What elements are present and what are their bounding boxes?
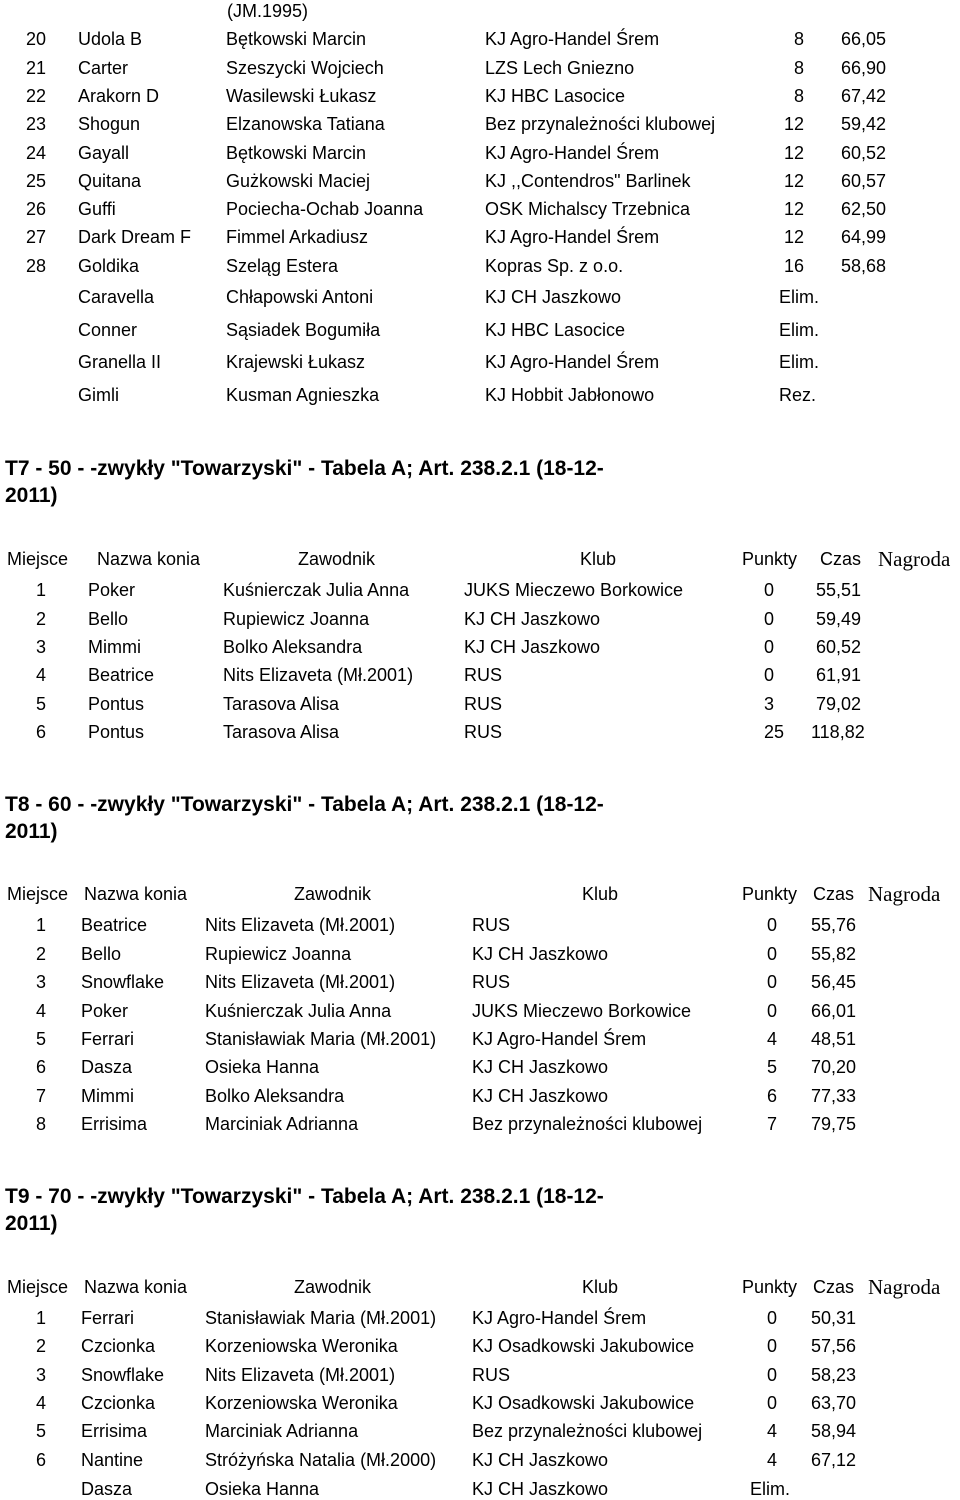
header-horse: Nazwa konia [84,884,188,904]
club-cell: KJ Agro-Handel Śrem [485,29,660,49]
place-cell: 28 [25,256,46,276]
horse-cell: Gimli [78,385,119,405]
rider-cell: Rupiewicz Joanna [223,609,370,629]
club-cell: JUKS Mieczewo Borkowice [472,1001,692,1021]
club-cell: KJ CH Jaszkowo [472,944,609,964]
place-cell: 2 [36,944,47,964]
place-cell: 6 [36,722,47,742]
time-cell: 58,94 [811,1421,857,1441]
rider-cell: Stanisławiak Maria (Mł.2001) [205,1308,437,1328]
horse-cell: Udola B [78,29,143,49]
horse-cell: Dasza [81,1479,133,1499]
club-cell: KJ HBC Lasocice [485,86,626,106]
section-title-cont: 2011) [5,484,58,507]
rider-cell: Gużkowski Maciej [226,171,371,191]
horse-cell: Arakorn D [78,86,160,106]
place-cell: 5 [36,1421,47,1441]
club-cell: KJ HBC Lasocice [485,320,626,340]
rider-cell: Kuśnierczak Julia Anna [205,1001,392,1021]
points-cell: 0 [764,637,775,657]
section-title: T9 - 70 - -zwykły "Towarzyski" - Tabela A; Art. 238.2.1 (18-12- [5,1185,604,1208]
rider-cell: Pociecha-Ochab Joanna [226,199,424,219]
rider-cell: Osieka Hanna [205,1057,320,1077]
time-cell: 61,91 [816,665,862,685]
place-cell: 4 [36,1393,47,1413]
time-cell: 60,57 [840,171,886,191]
points-cell: 3 [764,694,775,714]
place-cell: 6 [36,1450,47,1470]
time-cell: 55,51 [816,580,862,600]
horse-cell: Poker [88,580,136,600]
header-club: Klub [582,884,619,904]
section-title: T8 - 60 - -zwykły "Towarzyski" - Tabela A; Art. 238.2.1 (18-12- [5,793,604,816]
horse-cell: Snowflake [81,972,165,992]
header-prize: Nagroda [878,547,951,571]
rider-cell: Korzeniowska Weronika [205,1336,398,1356]
header-horse: Nazwa konia [97,549,201,569]
rider-cell: Marciniak Adrianna [205,1114,359,1134]
points-cell: 8 [793,58,804,78]
club-cell: LZS Lech Gniezno [485,58,635,78]
club-cell: Kopras Sp. z o.o. [485,256,624,276]
rider-cell: Marciniak Adrianna [205,1421,359,1441]
horse-cell: Czcionka [81,1393,156,1413]
club-cell: Bez przynależności klubowej [472,1114,703,1134]
place-cell: 24 [25,143,46,163]
place-cell: 3 [36,1365,47,1385]
header-points: Punkty [742,549,798,569]
horse-cell: Snowflake [81,1365,165,1385]
rider-cell: Nits Elizaveta (Mł.2001) [205,1365,396,1385]
horse-cell: Guffi [78,199,116,219]
rider-cell: Rupiewicz Joanna [205,944,352,964]
horse-cell: Beatrice [81,915,148,935]
rider-cell: Kuśnierczak Julia Anna [223,580,410,600]
points-cell: 12 [783,199,804,219]
horse-cell: Poker [81,1001,129,1021]
club-cell: KJ Agro-Handel Śrem [472,1029,647,1049]
points-cell: 0 [764,609,775,629]
time-cell: 66,01 [811,1001,857,1021]
club-cell: RUS [472,972,511,992]
rider-cell: Korzeniowska Weronika [205,1393,398,1413]
place-cell: 1 [36,1308,47,1328]
header-horse: Nazwa konia [84,1277,188,1297]
club-cell: RUS [464,694,503,714]
club-cell: KJ Osadkowski Jakubowice [472,1336,695,1356]
club-cell: KJ Agro-Handel Śrem [472,1308,647,1328]
horse-cell: Ferrari [81,1029,134,1049]
club-cell: KJ Agro-Handel Śrem [485,143,660,163]
header-time: Czas [813,1277,855,1297]
place-cell: 1 [36,580,47,600]
rider-cell: Fimmel Arkadiusz [226,227,369,247]
points-cell: 0 [767,1365,778,1385]
time-cell: 67,12 [811,1450,857,1470]
points-cell: 0 [767,1393,778,1413]
horse-cell: Errisima [81,1421,147,1441]
time-cell: 77,33 [811,1086,857,1106]
place-cell: 1 [36,915,47,935]
points-cell: 0 [767,944,778,964]
header-rider: Zawodnik [294,1277,372,1297]
points-cell: 0 [767,915,778,935]
rider-cell: Elzanowska Tatiana [226,114,385,134]
points-cell: 12 [783,114,804,134]
rider-cell: Sąsiadek Bogumiła [226,320,381,340]
club-cell: RUS [464,665,503,685]
time-cell: 55,76 [811,915,857,935]
place-cell: 22 [25,86,46,106]
rider-cell: Stróżyńska Natalia (Mł.2000) [205,1450,437,1470]
header-prize: Nagroda [868,1275,941,1299]
club-cell: KJ CH Jaszkowo [472,1479,609,1499]
club-cell: KJ ,,Contendros" Barlinek [485,171,691,191]
horse-cell: Carter [78,58,129,78]
rider-cell: Szeszycki Wojciech [226,58,384,78]
horse-cell: Mimmi [88,637,141,657]
status-cell: Elim. [750,1479,790,1499]
status-cell: Elim. [779,287,819,307]
header-rider: Zawodnik [294,884,372,904]
points-cell: 12 [783,171,804,191]
time-cell: 58,23 [811,1365,857,1385]
rider-cell: Nits Elizaveta (Mł.2001) [205,972,396,992]
time-cell: 118,82 [811,722,865,742]
rider-cell: Bolko Aleksandra [223,637,363,657]
time-cell: 66,90 [840,58,886,78]
horse-cell: Granella II [78,352,162,372]
horse-cell: Dark Dream F [78,227,192,247]
club-cell: KJ Hobbit Jabłonowo [485,385,655,405]
horse-cell: Bello [81,944,122,964]
club-cell: KJ CH Jaszkowo [472,1057,609,1077]
horse-cell: Shogun [78,114,141,134]
time-cell: 79,75 [811,1114,857,1134]
horse-cell: Errisima [81,1114,147,1134]
club-cell: RUS [464,722,503,742]
header-place: Miejsce [7,884,69,904]
time-cell: 79,02 [816,694,862,714]
club-cell: KJ Osadkowski Jakubowice [472,1393,695,1413]
place-cell: 8 [36,1114,47,1134]
place-cell: 2 [36,609,47,629]
horse-cell: Caravella [78,287,155,307]
points-cell: 4 [767,1450,778,1470]
header-rider: Zawodnik [298,549,376,569]
time-cell: 50,31 [811,1308,857,1328]
points-cell: 0 [764,665,775,685]
time-cell: 60,52 [816,637,862,657]
points-cell: 12 [783,143,804,163]
top-note: (JM.1995) [227,1,309,21]
horse-cell: Pontus [88,722,145,742]
header-points: Punkty [742,1277,798,1297]
horse-cell: Goldika [78,256,140,276]
time-cell: 55,82 [811,944,857,964]
section-title-cont: 2011) [5,1212,58,1235]
place-cell: 23 [25,114,46,134]
place-cell: 25 [25,171,46,191]
place-cell: 6 [36,1057,47,1077]
horse-cell: Ferrari [81,1308,134,1328]
club-cell: OSK Michalscy Trzebnica [485,199,691,219]
time-cell: 60,52 [840,143,886,163]
time-cell: 57,56 [811,1336,857,1356]
rider-cell: Nits Elizaveta (Mł.2001) [223,665,414,685]
rider-cell: Szeląg Estera [226,256,339,276]
rider-cell: Osieka Hanna [205,1479,320,1499]
place-cell: 3 [36,972,47,992]
time-cell: 62,50 [840,199,886,219]
section-title: T7 - 50 - -zwykły "Towarzyski" - Tabela A; Art. 238.2.1 (18-12- [5,457,604,480]
header-club: Klub [580,549,617,569]
club-cell: KJ CH Jaszkowo [485,287,622,307]
horse-cell: Czcionka [81,1336,156,1356]
place-cell: 27 [25,227,46,247]
points-cell: 0 [767,1336,778,1356]
rider-cell: Bętkowski Marcin [226,143,367,163]
points-cell: 4 [767,1421,778,1441]
header-time: Czas [820,549,862,569]
club-cell: Bez przynależności klubowej [485,114,716,134]
club-cell: RUS [472,915,511,935]
time-cell: 59,49 [816,609,862,629]
time-cell: 58,68 [840,256,886,276]
time-cell: 59,42 [840,114,886,134]
club-cell: JUKS Mieczewo Borkowice [464,580,684,600]
rider-cell: Tarasova Alisa [223,722,340,742]
rider-cell: Bolko Aleksandra [205,1086,345,1106]
points-cell: 5 [767,1057,778,1077]
place-cell: 4 [36,665,47,685]
rider-cell: Nits Elizaveta (Mł.2001) [205,915,396,935]
time-cell: 66,05 [840,29,886,49]
club-cell: KJ CH Jaszkowo [472,1086,609,1106]
rider-cell: Stanisławiak Maria (Mł.2001) [205,1029,437,1049]
header-prize: Nagroda [868,882,941,906]
club-cell: RUS [472,1365,511,1385]
horse-cell: Conner [78,320,138,340]
status-cell: Rez. [779,385,817,405]
points-cell: 0 [764,580,775,600]
place-cell: 26 [25,199,46,219]
horse-cell: Gayall [78,143,130,163]
place-cell: 2 [36,1336,47,1356]
status-cell: Elim. [779,352,819,372]
rider-cell: Chłapowski Antoni [226,287,374,307]
club-cell: KJ Agro-Handel Śrem [485,227,660,247]
section-title-cont: 2011) [5,820,58,843]
horse-cell: Bello [88,609,129,629]
place-cell: 3 [36,637,47,657]
header-points: Punkty [742,884,798,904]
rider-cell: Kusman Agnieszka [226,385,380,405]
place-cell: 5 [36,1029,47,1049]
rider-cell: Tarasova Alisa [223,694,340,714]
place-cell: 7 [36,1086,47,1106]
horse-cell: Beatrice [88,665,155,685]
points-cell: 12 [783,227,804,247]
points-cell: 25 [764,722,785,742]
points-cell: 0 [767,972,778,992]
status-cell: Elim. [779,320,819,340]
club-cell: KJ Agro-Handel Śrem [485,352,660,372]
horse-cell: Pontus [88,694,145,714]
points-cell: 0 [767,1001,778,1021]
time-cell: 48,51 [811,1029,857,1049]
rider-cell: Krajewski Łukasz [226,352,366,372]
points-cell: 7 [767,1114,778,1134]
club-cell: KJ CH Jaszkowo [464,609,601,629]
points-cell: 6 [767,1086,778,1106]
place-cell: 4 [36,1001,47,1021]
place-cell: 20 [25,29,46,49]
place-cell: 21 [25,58,46,78]
horse-cell: Quitana [78,171,142,191]
rider-cell: Bętkowski Marcin [226,29,367,49]
club-cell: KJ CH Jaszkowo [464,637,601,657]
club-cell: Bez przynależności klubowej [472,1421,703,1441]
horse-cell: Nantine [81,1450,144,1470]
horse-cell: Dasza [81,1057,133,1077]
rider-cell: Wasilewski Łukasz [226,86,377,106]
time-cell: 63,70 [811,1393,857,1413]
time-cell: 64,99 [840,227,886,247]
horse-cell: Mimmi [81,1086,134,1106]
club-cell: KJ CH Jaszkowo [472,1450,609,1470]
points-cell: 4 [767,1029,778,1049]
time-cell: 56,45 [811,972,857,992]
points-cell: 8 [793,29,804,49]
header-place: Miejsce [7,549,69,569]
header-place: Miejsce [7,1277,69,1297]
header-club: Klub [582,1277,619,1297]
points-cell: 8 [793,86,804,106]
time-cell: 67,42 [840,86,886,106]
header-time: Czas [813,884,855,904]
points-cell: 0 [767,1308,778,1328]
place-cell: 5 [36,694,47,714]
time-cell: 70,20 [811,1057,857,1077]
points-cell: 16 [783,256,804,276]
